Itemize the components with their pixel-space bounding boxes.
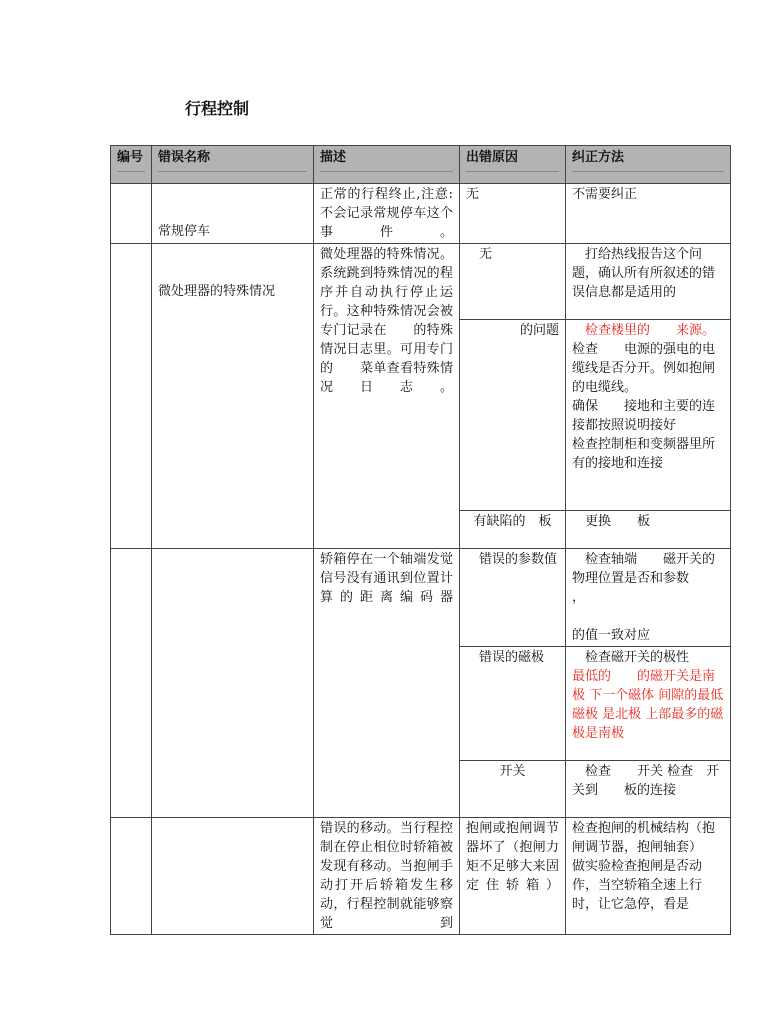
cell-name: 常规停车 — [152, 184, 314, 244]
cell-cause: 错误的磁极 — [460, 647, 566, 761]
cell-desc: 正常的行程终止,注意: 不会记录常规停车这个事件。 — [314, 184, 460, 244]
fix-line: 检查抱闸的机械结构（抱闸调节器，抱闸轴套） — [572, 821, 716, 855]
cell-fix — [566, 818, 731, 935]
fix-line: 确保 接地和主要的连接都按照说明接好 — [572, 399, 716, 433]
fix-line: 检查轴端 磁开关的物理位置是否和参数 ， — [572, 552, 729, 605]
table-row — [111, 818, 731, 935]
cell-cause: 抱闸或抱闸调节器坏了（抱闸力矩不足够大来固定住轿箱） — [460, 818, 566, 935]
cell-fix: 更换 板 — [566, 511, 731, 549]
fix-line: 的值一致对应 — [572, 628, 651, 643]
cell-name: 微处理器的特殊情况 — [152, 244, 314, 549]
cell-fix: 打给热线报告这个问题，确认所有所叙述的错误信息都是适用的 — [566, 244, 731, 320]
cell-no — [111, 818, 152, 935]
fix-line: 做实验检查抱闸是否动作，当空轿箱全速上行时，让它急停，看是 — [572, 859, 703, 912]
fix-line-red: 最低的 的磁开关是南极 下一个磁体 间隙的最低磁极 是北极 上部最多的磁极是南极 — [572, 669, 724, 741]
table-header-row — [111, 146, 731, 184]
cell-cause: 的问题 — [460, 320, 566, 511]
cell-desc: 轿箱停在一个轴端发觉 信号没有通讯到位置计算的距离编码器 — [314, 549, 460, 818]
cell-name — [152, 549, 314, 818]
cell-no — [111, 184, 152, 244]
header-no: 编号 — [111, 146, 152, 184]
table-row — [111, 549, 731, 647]
table-row — [111, 244, 731, 320]
header-cause: 出错原因 — [460, 146, 566, 184]
header-fix: 纠正方法 — [566, 146, 731, 184]
cell-cause: 有缺陷的 板 — [460, 511, 566, 549]
header-name: 错误名称 — [152, 146, 314, 184]
cell-fix: 不需要纠正 — [566, 184, 731, 244]
cell-fix — [566, 320, 731, 511]
cell-fix: 检查 开关 检查 开关到 板的连接 — [566, 761, 731, 818]
cell-fix — [566, 647, 731, 761]
cell-fix — [566, 549, 731, 647]
page-title: 行程控制 — [185, 99, 250, 118]
cell-desc: 错误的移动。当行程控制在停止相位时轿箱被发现有移动。当抱闸手动打开后轿箱发生移动，行程控制就能够察觉到 — [314, 818, 460, 935]
fix-line — [572, 607, 724, 626]
error-table — [110, 145, 731, 935]
header-desc: 描述 — [314, 146, 460, 184]
cell-cause: 错误的参数值 — [460, 549, 566, 647]
cell-no — [111, 244, 152, 549]
cell-cause: 无 — [460, 184, 566, 244]
fix-line-red: 检查楼里的 来源。 — [585, 323, 716, 338]
fix-line: 检查 电源的强电的电缆线是否分开。例如抱闸的电缆线。 — [572, 342, 716, 395]
fix-line: 检查磁开关的极性 — [585, 650, 690, 665]
cell-desc: 微处理器的特殊情况。系统跳到特殊情况的程序并自动执行停止运行。这种特殊情况会被专门记录在 的特殊情况日志里。可用专门的 菜单查看特殊情况日志。 — [314, 244, 460, 549]
cell-no — [111, 549, 152, 818]
fix-line: 检查控制柜和变频器里所有的接地和连接 — [572, 437, 716, 471]
cell-cause: 开关 — [460, 761, 566, 818]
table-row — [111, 184, 731, 244]
cell-name — [152, 818, 314, 935]
cell-cause: 无 — [460, 244, 566, 320]
